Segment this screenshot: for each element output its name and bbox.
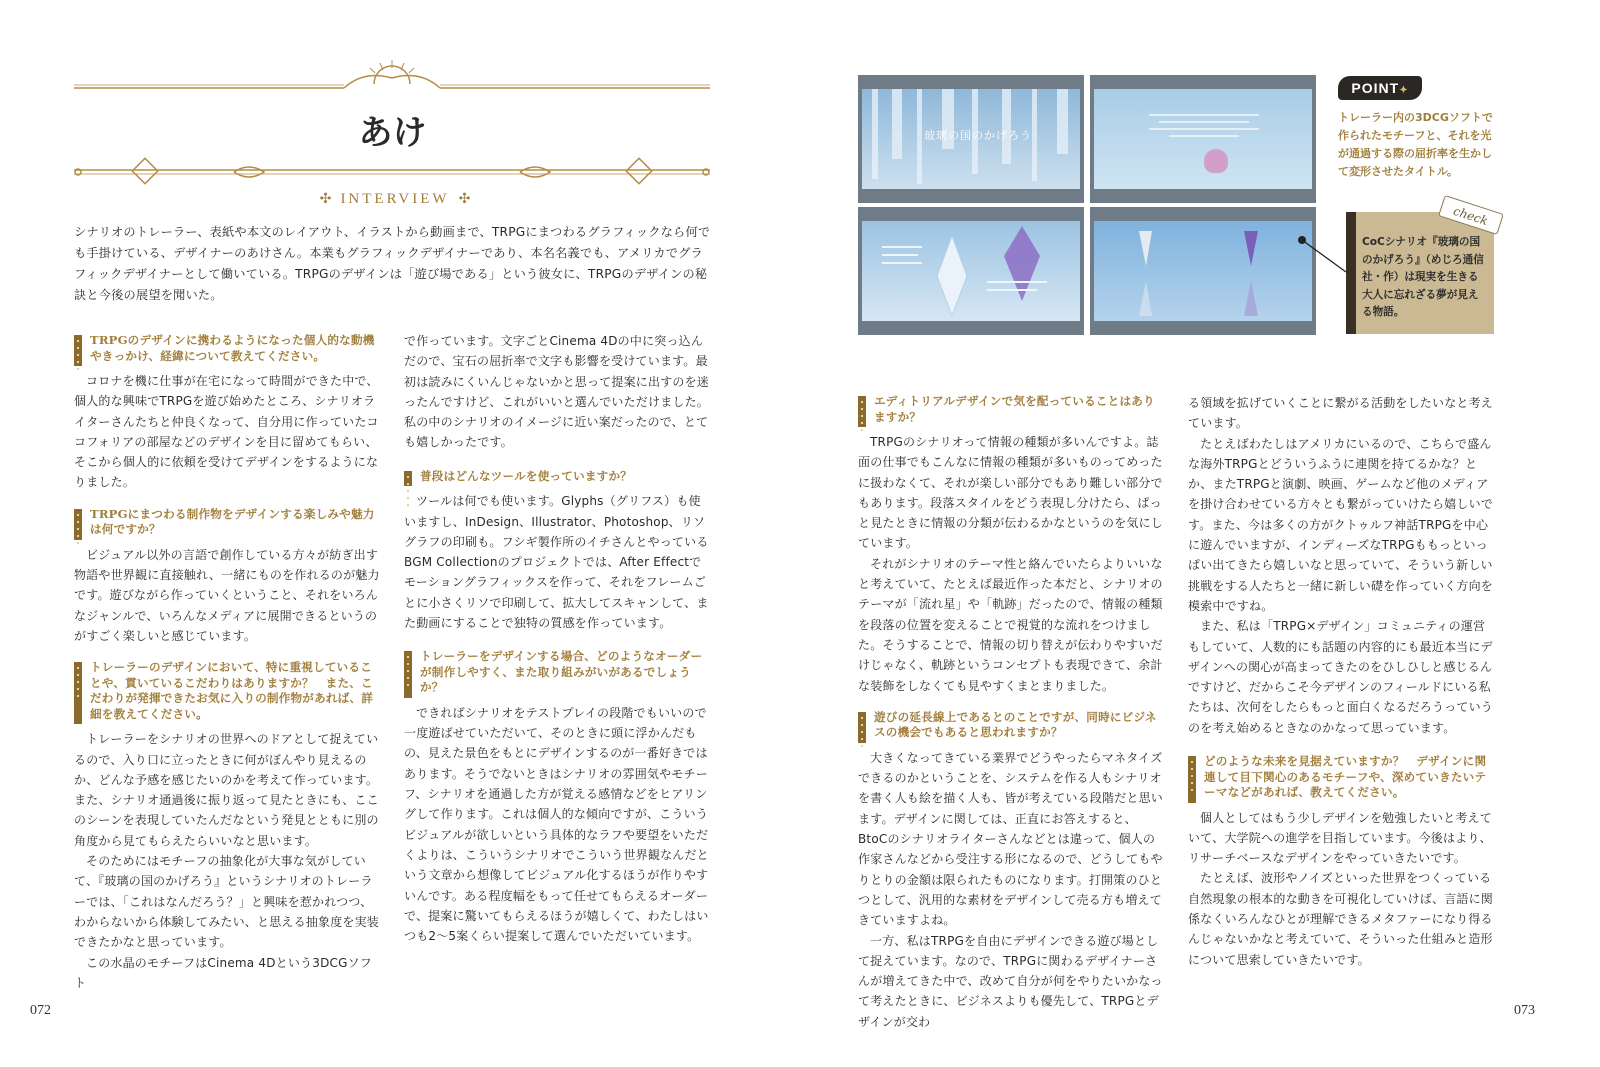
answer-paragraph: この水晶のモチーフはCinema 4Dという3DCGソフト <box>74 955 372 990</box>
question-marker-icon <box>404 471 412 487</box>
answer-paragraph: 個人としてはもう少しデザインを勉強したいと考えていて、大学院への進学を目指しています。今後はより、リサーチベースなデザインをやっていきたいです。 <box>1188 810 1492 866</box>
trailer-title-text: 玻璃の国のかげろう <box>924 129 1032 142</box>
crystals-icon <box>862 221 1080 321</box>
question-marker-icon <box>74 509 82 540</box>
lead-paragraph: シナリオのトレーラー、表紙や本文のレイアウト、イラストから動画まで、TRPGにまつわるグラフィックなら何でも手掛けている、デザイナーのあけさん。本業もグラフィックデザイナーであり、本名名義でも、アメリカでグラフィックデザイナーとして働いている。TRPGのデザインは「遊び場である」という彼女に、TRPGのデザインの秘訣と今後の展望を聞いた。 <box>74 225 711 302</box>
answer-paragraph: できればシナリオをテストプレイの段階でもいいので一度遊ばせていただいて、そのときに頭に浮かんだもの、見えた景色をもとにデザインするのが一番好きではあります。そうでないときはシナリオの雰囲気やモチーフ、シナリオを通過した方が覚える感情などをヒアリングして作ります。これは個人的な傾向ですが、こういうビジュアルが欲しいという具体的なラフや要望をいただくよりは、こういうシナリオでこういう世界観なんだという文章から想像してビジュアル化するほうが作りやすいんです。ある程度幅をもって任せてもらえるオーダーで、提案に驚いてもらえるほうが嬉しくて、わたしはいつも2〜5案くらい提案して選んでいただいています。 <box>404 705 709 944</box>
point-badge: POINT✦ <box>1338 76 1422 100</box>
question-marker-icon <box>858 396 866 427</box>
interview-label: INTERVIEW <box>340 191 450 207</box>
trailer-screenshot-2 <box>1090 75 1316 203</box>
text-lines-decoration <box>1149 109 1259 142</box>
page-title: あけ <box>358 113 427 153</box>
trailer-screenshot-3 <box>858 207 1084 335</box>
interview-label-row <box>290 188 500 208</box>
connector-line <box>1298 236 1346 276</box>
check-tag: check <box>1438 195 1504 235</box>
question-marker-icon <box>74 662 82 724</box>
question-5: トレーラーをデザインする場合、どのようなオーダーが制作しやすく、また取り組みがいがあるでしょうか？ <box>404 649 712 696</box>
answer-paragraph: TRPGのシナリオって情報の種類が多いんですよ。誌面の仕事でもこんなに情報の種類が多いものってめったに扱わなくて、それが楽しい部分でもあり難しい部分でもあります。段落スタイルをどう表現し分けたら、ぱっと見たときに情報の分類が伝わるかなというのを気にしています。 <box>858 435 1164 551</box>
check-box-left-bar <box>1346 212 1356 334</box>
answer-paragraph: たとえば、波形やノイズといった世界をつくっている自然現象の根本的な動きを可視化していけば、言語に関係なくいろんなひとが理解できるメタファーになり得るんじゃないかなと考えていて、そういった仕組みと造形について思索していきたいです。 <box>1188 871 1494 967</box>
answer-paragraph: る領域を拡げていくことに繋がる活動をしたいなと考えています。 <box>1188 396 1494 431</box>
answer-paragraph: トレーラーをシナリオの世界へのドアとして捉えているので、入り口に立ったときに何がぼんやり見えるのか、どんな予感を感じたいのかを考えて作っています。また、シナリオ通過後に振り返って見たときにも、ここのシーンを表現していたんだなという発見とともに別の角度から見てもらえたらいいなと思います。 <box>74 732 379 848</box>
floating-crystals-icon <box>1094 221 1312 321</box>
question-marker-icon <box>1188 756 1196 803</box>
question-marker-icon <box>858 712 866 743</box>
question-4: 普段はどんなツールを使っていますか？ <box>404 469 712 485</box>
check-caption: CoCシナリオ『玻璃の国のかげろう』（めじろ通信社・作）は現実を生きる大人に忘れざる夢が見える物語。 <box>1362 236 1484 318</box>
trailer-screenshot-1 <box>858 75 1084 203</box>
question-3: トレーラーのデザインにおいて、特に重視していることや、貫いているこだわりはありますか？ また、こだわりが発揮できたお気に入りの制作物があれば、詳細を教えてください。 <box>74 660 382 722</box>
question-6: エディトリアルデザインで気を配っていることはありますか？ <box>858 394 1166 425</box>
answer-paragraph: ビジュアル以外の言語で創作している方々が紡ぎ出す物語や世界観に直接触れ、一緒にものを作れるのが魅力です。遊びながら作っていくということ、それをいろんなジャンルで、いろんなメディアに展開できるというのがすごく楽しいと感じています。 <box>74 547 380 643</box>
column-1 <box>74 325 382 993</box>
answer-paragraph: たとえばわたしはアメリカにいるので、こちらで盛んな海外TRPGとどういうふうに連関を持てるかな？とか、またTRPGと演劇、映画、ゲームなど他のメディアを掛け合わせている方々とも繋がっていけたら嬉しいです。また、今は多くの方がクトゥルフ神話TRPGを中心に遊んでいますが、インディーズなTRPGももっといっぱい出てきたら嬉しいなと思っていて、そういう新しい挑戦をする人たちと一緒に新しい礎を作っていく方向を模索中ですね。 <box>1188 436 1494 613</box>
point-caption: トレーラー内の3DCGソフトで作られたモチーフと、それを光が通過する際の屈折率を生かして変形させたタイトル。 <box>1338 111 1493 178</box>
column-2 <box>404 331 712 946</box>
page-number-right: 073 <box>1514 1003 1535 1018</box>
question-1: TRPGのデザインに携わるようになった個人的な動機やきっかけ、経緯について教えてください。 <box>74 333 382 364</box>
page-number-left: 072 <box>30 1003 51 1018</box>
question-2: TRPGにまつわる制作物をデザインする楽しみや魅力は何ですか？ <box>74 507 382 538</box>
question-marker-icon <box>404 651 412 698</box>
check-box <box>1346 212 1494 334</box>
answer-paragraph: 大きくなってきている業界でどうやったらマネタイズできるのかということを、システムを作る人もシナリオを書く人も絵を描く人も、皆が考えている段階だと思います。デザインに関しては、正直にお答えすると、BtoCのシナリオライターさんなどとは違って、個人の作家さんなどから受注する形になるので、どうしてもやりとりの金額は限られたものになります。打開策のひとつとして、汎用的な素材をデザインして売る方も増えてきていますよね。 <box>858 750 1164 928</box>
column-4 <box>1188 393 1496 970</box>
question-8: どのような未来を見据えていますか？ デザインに関連して目下関心のあるモチーフや、深めていきたいテーマなどがあれば、教えてください。 <box>1188 754 1496 801</box>
question-7: 遊びの延長線上であるとのことですが、同時にビジネスの機会でもあると思われますか？ <box>858 710 1166 741</box>
fleuron-right-icon: ✣ <box>458 191 471 207</box>
fleuron-left-icon: ✣ <box>319 191 332 207</box>
answer-paragraph: また、私は「TRPG×デザイン」コミュニティの運営もしていて、人数的にも話題の内容的にも最近本当にデザインへの関心が高まってきたのをひしひしと感じるんですけど、だからこそ今デザインのフィールドにいる私たちは、次何をしたらもっと面白くなるだろうっていうのを考え始めるときなのかなって思っています。 <box>1188 619 1494 735</box>
answer-paragraph: 一方、私はTRPGを自由にデザインできる遊び場として捉えています。なので、TRPGに関わるデザイナーさんが増えてきた中で、改めて自分が何をやりたいかなって考えたときに、ビジネスよりも優先して、TRPGとデザインが交わ <box>858 933 1163 1029</box>
column-3 <box>858 386 1166 1032</box>
answer-paragraph: ツールは何でも使います。Glyphs（グリフス）も使いますし、InDesign、Illustrator、Photoshop、リソグラフの印刷も。フシギ製作所のイチさんとやっているBGM Collectionのプロジェクトでは、After Effectでモーショングラフィックスを作って、それをフレームごとに小さくリソで印刷して、拡大してスキャンして、また動画にすることで独特の質感を作っています。 <box>404 494 709 631</box>
sparkle-icon: ✦ <box>1399 85 1409 96</box>
answer-paragraph: で作っています。文字ごとCinema 4Dの中に突っ込んだので、宝石の屈折率で文字も影響を受けています。最初は読みにくいんじゃないかと思って提案に出すのを迷ったんですけど、これがいいと選んでいただけました。私の中のシナリオのイメージに近い案だったので、とても嬉しかったです。 <box>404 334 710 450</box>
answer-paragraph: そのためにはモチーフの抽象化が大事な気がしていて、『玻璃の国のかげろう』というシナリオのトレーラーでは、「これはなんだろう？」と興味を惹かれつつ、わからないから体験してみたい、と思える抽象度を実装できたかなと思っています。 <box>74 854 380 950</box>
answer-paragraph: それがシナリオのテーマ性と絡んでいたらよりいいなと考えていて、たとえば最近作った本だと、シナリオのテーマが「流れ星」や「軌跡」だったので、情報の種類を段落の位置を変えることで視覚的な流れをつけました。そうすることで、情報の切り替えが伝わりやすいだけじゃなく、軌跡というコンセプトも表現できて、余計な装飾をしなくても見やすくまとまりました。 <box>858 556 1163 693</box>
answer-paragraph: コロナを機に仕事が在宅になって時間ができた中で、個人的な興味でTRPGを遊び始めたところ、シナリオライターさんたちと仲良くなって、自分用に作っていたココフォリアの部屋などのデザインを目に留めてもらい、そこから個人的に依頼を受けてデザインをするようになりました。 <box>74 374 379 490</box>
trailer-screenshot-4 <box>1090 207 1316 335</box>
question-marker-icon <box>74 335 82 366</box>
flame-shape-icon <box>1204 149 1228 173</box>
